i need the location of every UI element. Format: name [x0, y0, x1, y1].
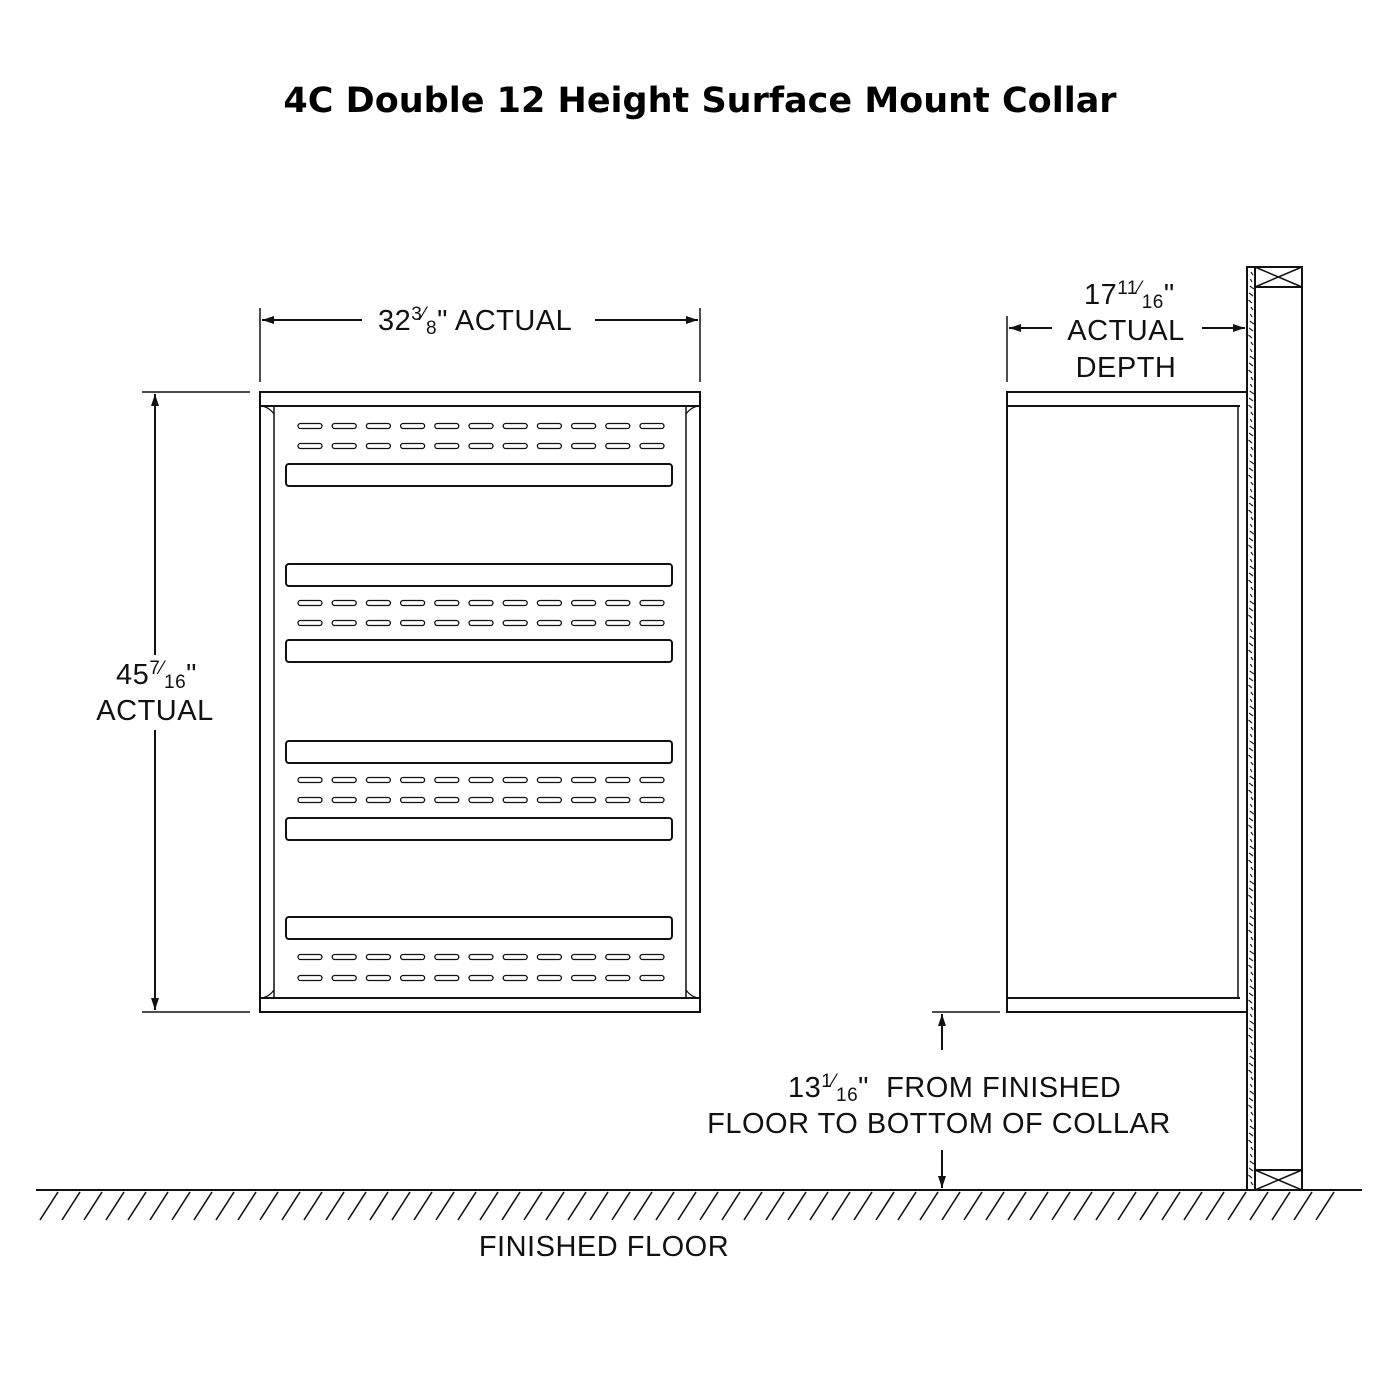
- svg-text:FLOOR TO BOTTOM OF COLLAR: FLOOR TO BOTTOM OF COLLAR: [707, 1108, 1171, 1140]
- vent-slot: [503, 976, 527, 981]
- wall: [1247, 267, 1302, 1190]
- vent-slot: [298, 444, 322, 449]
- vent-slot: [435, 424, 459, 429]
- vent-slot: [366, 976, 390, 981]
- vent-slot: [503, 424, 527, 429]
- floor-clearance-dimension: [707, 1012, 1171, 1188]
- vent-slot: [298, 621, 322, 626]
- vent-slot: [537, 976, 561, 981]
- svg-text:ACTUAL: ACTUAL: [96, 695, 214, 727]
- shelf-6: [286, 917, 672, 939]
- vent-slot: [469, 976, 493, 981]
- shelf-4: [286, 741, 672, 763]
- vent-slot: [332, 778, 356, 783]
- vent-slot: [469, 798, 493, 803]
- vent-slot: [435, 778, 459, 783]
- vent-slot: [298, 798, 322, 803]
- vent-slot: [640, 621, 664, 626]
- depth-dimension: [1007, 278, 1245, 384]
- svg-text:131⁄16" FROM FINISHED: $13^1⁄_{16}$" FROM FINISHED: [788, 1071, 1122, 1106]
- finished-floor-label: FINISHED FLOOR: [478, 1231, 730, 1263]
- vent-slot: [606, 976, 630, 981]
- vent-slot: [435, 798, 459, 803]
- vent-slot: [572, 601, 596, 606]
- vent-slot: [469, 621, 493, 626]
- side-view: [1007, 267, 1302, 1190]
- vent-slot: [435, 955, 459, 960]
- shelf-3: [286, 640, 672, 662]
- vent-slot: [537, 798, 561, 803]
- width-dimension: [260, 304, 700, 382]
- vent-slot: [469, 778, 493, 783]
- vent-slot: [537, 444, 561, 449]
- vent-slot: [640, 955, 664, 960]
- vent-slot: [572, 424, 596, 429]
- vent-slot: [537, 955, 561, 960]
- vent-slot: [435, 976, 459, 981]
- vent-slot: [401, 621, 425, 626]
- vent-slot: [572, 444, 596, 449]
- vent-slot: [640, 778, 664, 783]
- page-title: 4C Double 12 Height Surface Mount Collar: [283, 81, 1117, 121]
- vent-slot: [298, 778, 322, 783]
- vent-slot: [503, 778, 527, 783]
- vent-slot: [401, 955, 425, 960]
- vent-slot: [366, 444, 390, 449]
- vent-slot: [606, 798, 630, 803]
- vent-slot: [366, 621, 390, 626]
- vent-slot: [537, 778, 561, 783]
- vent-slot: [606, 444, 630, 449]
- vent-slot: [640, 976, 664, 981]
- vent-slot: [537, 621, 561, 626]
- vent-slot: [366, 424, 390, 429]
- svg-text:ACTUAL: ACTUAL: [1067, 315, 1185, 347]
- vent-slot: [366, 778, 390, 783]
- vent-slot: [401, 601, 425, 606]
- vent-slot: [435, 621, 459, 626]
- vent-slot: [537, 601, 561, 606]
- vent-slot: [332, 976, 356, 981]
- vent-slot: [640, 424, 664, 429]
- vent-slot: [332, 601, 356, 606]
- svg-text:DEPTH: DEPTH: [1075, 352, 1177, 384]
- svg-text:1711⁄16": $17^{11}⁄_{16}$": [1084, 278, 1175, 313]
- vent-slot: [606, 778, 630, 783]
- vent-slot: [572, 778, 596, 783]
- vent-slot: [332, 424, 356, 429]
- vent-slot: [606, 424, 630, 429]
- vent-slot: [366, 955, 390, 960]
- vent-slot: [366, 601, 390, 606]
- vent-slot: [332, 621, 356, 626]
- vent-slot: [401, 778, 425, 783]
- vent-slot: [469, 424, 493, 429]
- vent-slot: [503, 621, 527, 626]
- vent-slot: [606, 955, 630, 960]
- svg-text:457⁄16": $45^7⁄_{16}$": [116, 658, 197, 693]
- vent-slot: [298, 955, 322, 960]
- front-view: [260, 392, 700, 1012]
- vent-slot: [572, 798, 596, 803]
- vent-slot: [435, 601, 459, 606]
- shelf-1: [286, 464, 672, 486]
- vent-slots: [298, 424, 664, 981]
- vent-slot: [503, 601, 527, 606]
- svg-text:323⁄8" ACTUAL: $32^3⁄_8$" ACTUAL: [378, 304, 573, 339]
- vent-slot: [640, 798, 664, 803]
- vent-slot: [401, 798, 425, 803]
- vent-slot: [401, 424, 425, 429]
- vent-slot: [298, 601, 322, 606]
- vent-slot: [537, 424, 561, 429]
- vent-slot: [332, 798, 356, 803]
- height-dimension: [96, 392, 250, 1012]
- vent-slot: [298, 976, 322, 981]
- vent-slot: [401, 444, 425, 449]
- vent-slot: [640, 444, 664, 449]
- vent-slot: [503, 444, 527, 449]
- vent-slot: [435, 444, 459, 449]
- vent-slot: [366, 798, 390, 803]
- vent-slot: [469, 444, 493, 449]
- vent-slot: [606, 621, 630, 626]
- vent-slot: [332, 955, 356, 960]
- shelf-2: [286, 564, 672, 586]
- finished-floor: [36, 1190, 1362, 1263]
- vent-slot: [572, 976, 596, 981]
- shelves: [286, 464, 672, 939]
- vent-slot: [503, 955, 527, 960]
- vent-slot: [469, 955, 493, 960]
- vent-slot: [401, 976, 425, 981]
- vent-slot: [469, 601, 493, 606]
- vent-slot: [572, 955, 596, 960]
- vent-slot: [298, 424, 322, 429]
- vent-slot: [640, 601, 664, 606]
- shelf-5: [286, 818, 672, 840]
- vent-slot: [606, 601, 630, 606]
- vent-slot: [332, 444, 356, 449]
- vent-slot: [572, 621, 596, 626]
- collar-side-outline: [1007, 392, 1247, 1012]
- vent-slot: [503, 798, 527, 803]
